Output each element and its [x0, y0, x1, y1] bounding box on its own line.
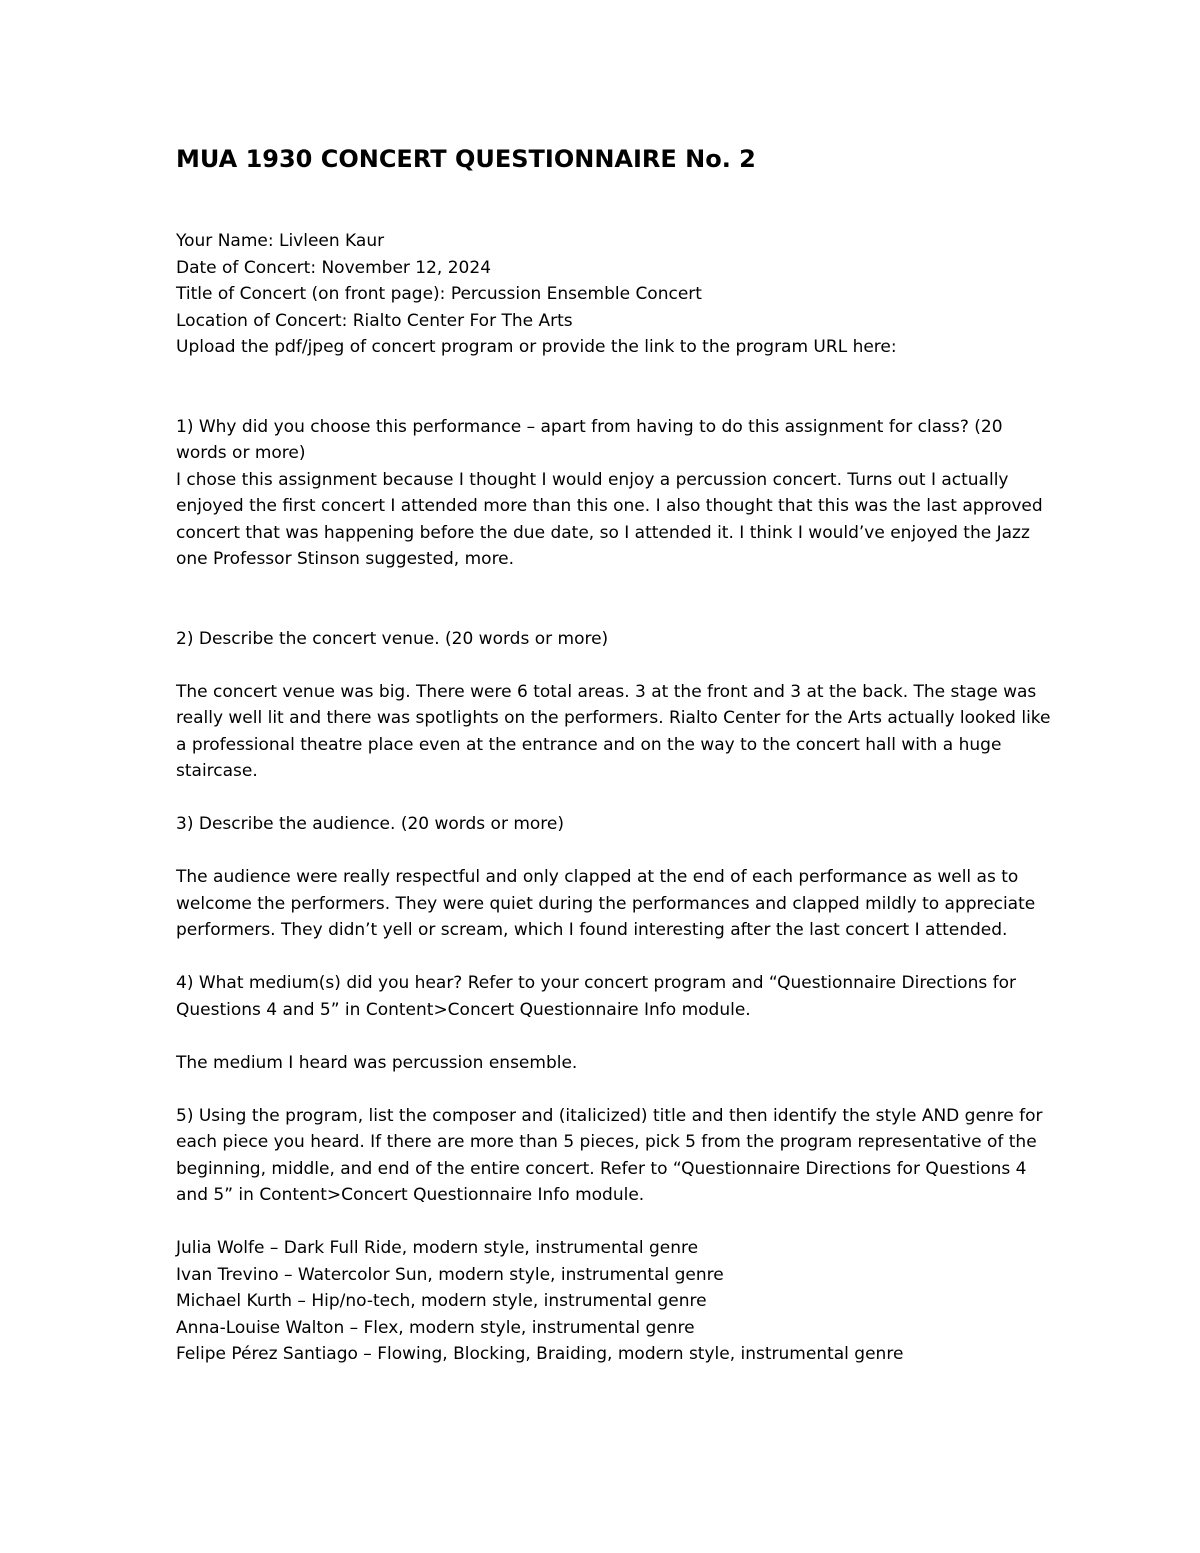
document-content: [176, 142, 1056, 1368]
question-4: 4) What medium(s) did you hear? Refer to your concert program and “Questionnaire Directions for Questions 4 and 5” in Content>Concert Questionnaire Info module.: [176, 973, 1016, 1020]
concert-title: Title of Concert (on front page): Percussion Ensemble Concert: [176, 284, 702, 304]
question-4-section: [176, 970, 1056, 1076]
answer-3: The audience were really respectful and only clapped at the end of each performance as well as to welcome the performers. They were quiet during the performances and clapped mildly to appreciate performers. They didn’t yell or scream, which I found interesting after the last concert I attended.: [176, 867, 1036, 940]
concert-date: Date of Concert: November 12, 2024: [176, 257, 492, 278]
list-item: Felipe Pérez Santiago – Flowing, Blocking, Braiding, modern style, instrumental genre: [176, 1344, 904, 1364]
question-2: 2) Describe the concert venue. (20 words or more): [176, 628, 609, 649]
question-5-section: [176, 1103, 1056, 1368]
program-upload-prompt: Upload the pdf/jpeg of concert program or provide the link to the program URL here:: [176, 337, 897, 357]
list-item: Michael Kurth – Hip/no-tech, modern style, instrumental genre: [176, 1291, 707, 1311]
list-item: Anna-Louise Walton – Flex, modern style, instrumental genre: [176, 1317, 695, 1338]
concert-info: [176, 228, 1056, 361]
list-item: Ivan Trevino – Watercolor Sun, modern style, instrumental genre: [176, 1264, 724, 1285]
question-1-section: [176, 414, 1056, 573]
piece-list: [176, 1235, 1056, 1368]
answer-4: The medium I heard was percussion ensemble.: [176, 1052, 578, 1073]
question-3: 3) Describe the audience. (20 words or more): [176, 814, 565, 834]
question-2-section: [176, 626, 1056, 785]
answer-2: The concert venue was big. There were 6 total areas. 3 at the front and 3 at the back. The stage was really well lit and there was spotlights on the performers. Rialto Center for the Arts actually looked like a professional theatre place even at the entrance and on the way to the concert hall with a huge staircase.: [176, 681, 1051, 781]
student-name: Your Name: Livleen Kaur: [176, 231, 385, 251]
list-item: Julia Wolfe – Dark Full Ride, modern style, instrumental genre: [176, 1238, 699, 1258]
page-title: MUA 1930 CONCERT QUESTIONNAIRE No. 2: [176, 145, 756, 173]
concert-location: Location of Concert: Rialto Center For The Arts: [176, 310, 573, 331]
question-3-section: [176, 811, 1056, 944]
question-1: 1) Why did you choose this performance – apart from having to do this assignment for class? (20 words or more): [176, 416, 1003, 463]
question-5: 5) Using the program, list the composer and (italicized) title and then identify the style AND genre for each piece you heard. If there are more than 5 pieces, pick 5 from the program representative of the beginning, middle, and end of the entire concert. Refer to “Questionnaire Directions for Questions 4 and 5” in Content>Concert Questionnaire Info module.: [176, 1105, 1043, 1205]
answer-1: I chose this assignment because I thought I would enjoy a percussion concert. Turns out I actually enjoyed the first concert I attended more than this one. I also thought that this was the last approved concert that was happening before the due date, so I attended it. I think I would’ve enjoyed the Jazz one Professor Stinson suggested, more.: [176, 469, 1043, 569]
